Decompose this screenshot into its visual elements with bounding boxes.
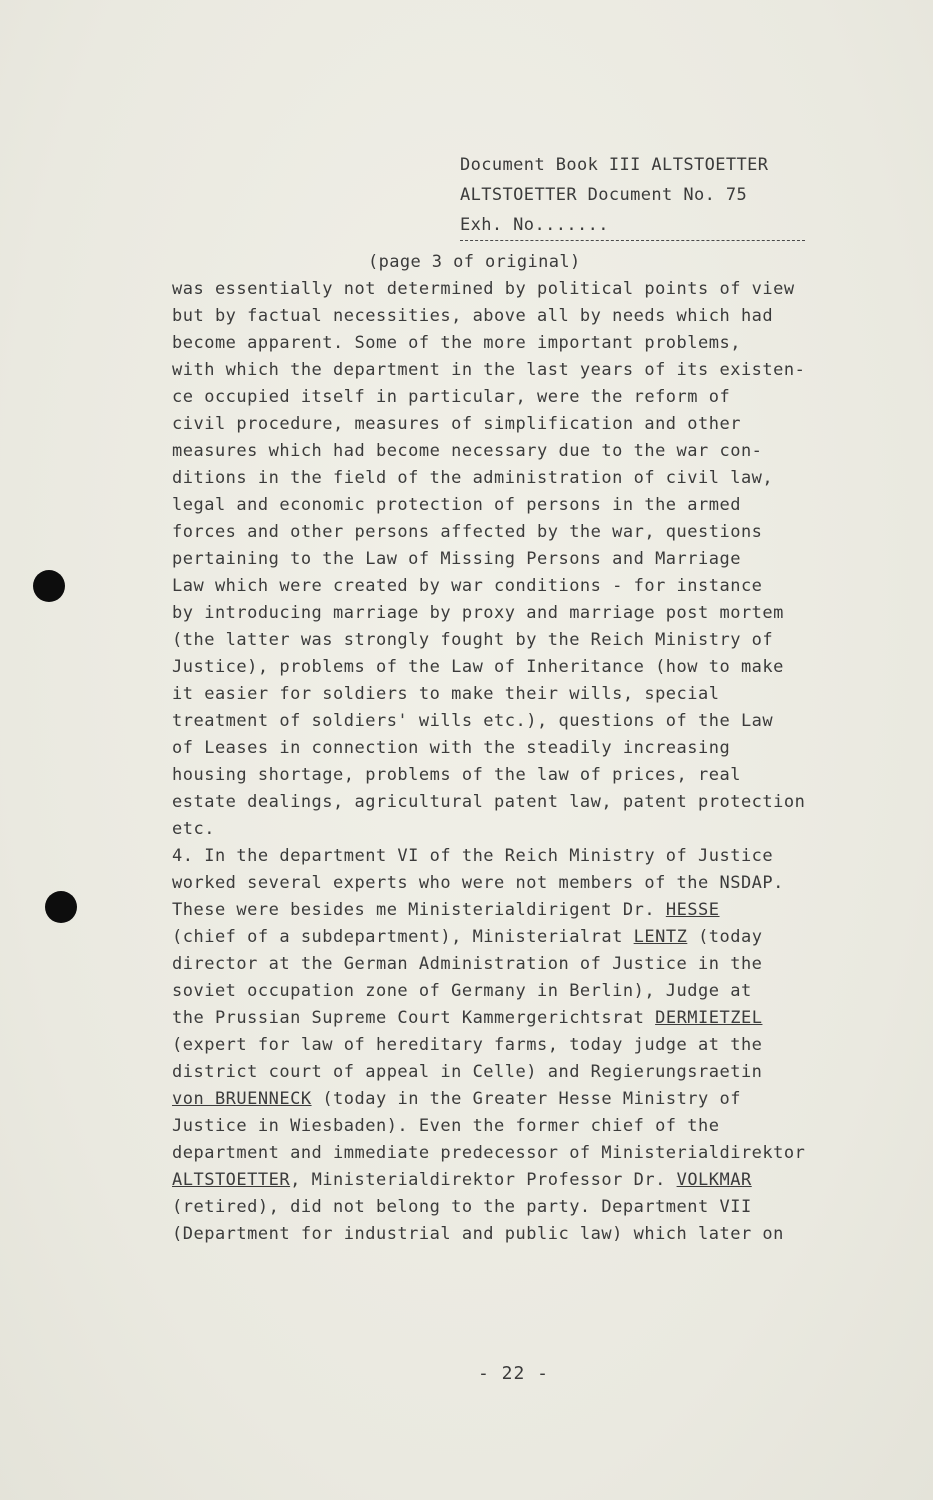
body-line: treatment of soldiers' wills etc.), questions of the Law — [172, 711, 774, 731]
body-line: become apparent. Some of the more important problems, — [172, 333, 741, 353]
body-line — [172, 924, 882, 951]
header-document-number: ALTSTOETTER Document No. 75 — [460, 185, 748, 205]
body-line: ditions in the field of the administration of civil law, — [172, 468, 774, 488]
document-body — [172, 276, 882, 1248]
body-text-segment: These were besides me Ministerialdirigent Dr. — [172, 900, 656, 920]
name-dermietzel: DERMIETZEL — [655, 1008, 763, 1028]
body-line: housing shortage, problems of the law of prices, real — [172, 765, 741, 785]
body-line — [172, 1167, 882, 1194]
body-text-segment: , Ministerialdirektor Professor Dr. — [290, 1170, 666, 1190]
body-line: civil procedure, measures of simplification and other — [172, 414, 741, 434]
body-line: Law which were created by war conditions - for instance — [172, 576, 763, 596]
body-line: of Leases in connection with the steadily increasing — [172, 738, 731, 758]
body-line: by introducing marriage by proxy and marriage post mortem — [172, 603, 784, 623]
body-line: forces and other persons affected by the war, questions — [172, 522, 763, 542]
body-line: 4. In the department VI of the Reich Ministry of Justice — [172, 846, 774, 866]
punch-hole — [33, 570, 65, 602]
page-number: - 22 - — [478, 1363, 550, 1384]
body-text-segment: the Prussian Supreme Court Kammergerichtsrat — [172, 1008, 645, 1028]
document-header — [460, 150, 810, 241]
punch-hole — [45, 891, 77, 923]
body-line: (retired), did not belong to the party. Department VII — [172, 1197, 752, 1217]
body-line: worked several experts who were not members of the NSDAP. — [172, 873, 784, 893]
body-line: was essentially not determined by political points of view — [172, 279, 795, 299]
body-line: Justice in Wiesbaden). Even the former chief of the — [172, 1116, 720, 1136]
header-exhibit-number: Exh. No....... — [460, 210, 805, 241]
body-line: measures which had become necessary due to the war con- — [172, 441, 763, 461]
name-hesse: HESSE — [665, 900, 720, 920]
name-altstoetter: ALTSTOETTER — [172, 1170, 291, 1190]
body-line: (Department for industrial and public law) which later on — [172, 1224, 784, 1244]
body-line — [172, 897, 882, 924]
body-line — [172, 1005, 882, 1032]
body-line: it easier for soldiers to make their wills, special — [172, 684, 720, 704]
body-line: but by factual necessities, above all by needs which had — [172, 306, 774, 326]
body-line: estate dealings, agricultural patent law, patent protection — [172, 792, 806, 812]
body-line: soviet occupation zone of Germany in Berlin), Judge at — [172, 981, 752, 1001]
page-of-original-note: (page 3 of original) — [368, 252, 581, 272]
body-text-segment: (chief of a subdepartment), Ministerialrat — [172, 927, 623, 947]
body-line: etc. — [172, 819, 215, 839]
header-document-book: Document Book III ALTSTOETTER — [460, 155, 769, 175]
name-von-brueneck: von BRUENNECK — [172, 1089, 312, 1109]
body-line: director at the German Administration of Justice in the — [172, 954, 763, 974]
body-line: legal and economic protection of persons in the armed — [172, 495, 741, 515]
body-text-segment: (today in the Greater Hesse Ministry of — [322, 1089, 741, 1109]
body-line: (expert for law of hereditary farms, today judge at the — [172, 1035, 763, 1055]
name-volkmar: VOLKMAR — [676, 1170, 752, 1190]
body-line: pertaining to the Law of Missing Persons and Marriage — [172, 549, 741, 569]
body-line — [172, 1086, 882, 1113]
body-line: Justice), problems of the Law of Inheritance (how to make — [172, 657, 784, 677]
body-line: (the latter was strongly fought by the Reich Ministry of — [172, 630, 774, 650]
body-line: with which the department in the last years of its existen- — [172, 360, 806, 380]
body-line: district court of appeal in Celle) and Regierungsraetin — [172, 1062, 763, 1082]
body-line: ce occupied itself in particular, were the reform of — [172, 387, 731, 407]
body-line: department and immediate predecessor of Ministerialdirektor — [172, 1143, 806, 1163]
body-text-segment: (today — [698, 927, 763, 947]
name-lentz: LENTZ — [633, 927, 688, 947]
